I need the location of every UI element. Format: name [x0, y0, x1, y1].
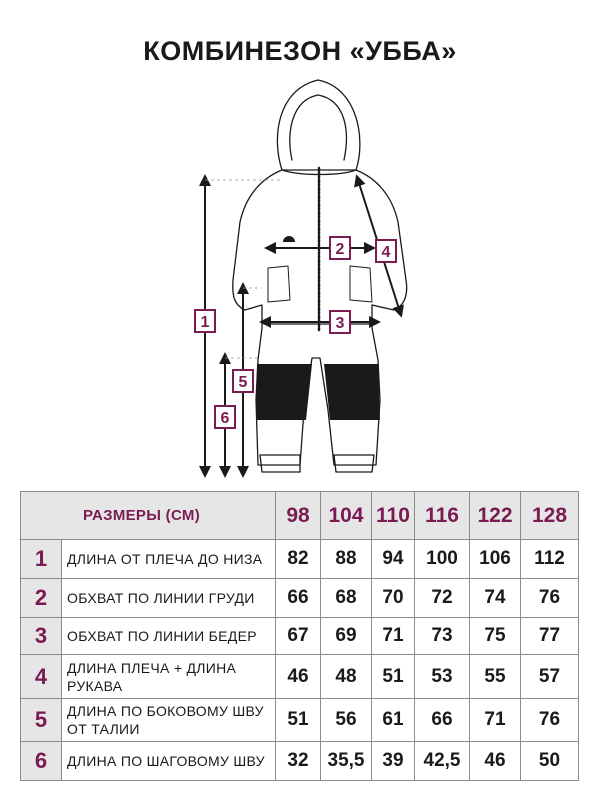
- value-cell: 51: [372, 655, 415, 699]
- value-cell: 106: [470, 540, 521, 579]
- value-cell: 46: [276, 655, 321, 699]
- size-header: 98: [276, 492, 321, 540]
- value-cell: 67: [276, 618, 321, 655]
- value-cell: 57: [521, 655, 579, 699]
- page-title: КОМБИНЕЗОН «УББА»: [143, 36, 457, 66]
- value-cell: 56: [321, 699, 372, 742]
- marker-5-label: 5: [238, 374, 248, 391]
- value-cell: 68: [321, 579, 372, 618]
- value-cell: 66: [415, 699, 470, 742]
- value-cell: 76: [521, 579, 579, 618]
- row-number: 4: [21, 655, 62, 699]
- size-header: 128: [521, 492, 579, 540]
- value-cell: 50: [521, 742, 579, 781]
- row-label: ДЛИНА ПЛЕЧА + ДЛИНА РУКАВА: [62, 655, 276, 699]
- row-number: 5: [21, 699, 62, 742]
- value-cell: 112: [521, 540, 579, 579]
- table-row: [21, 579, 579, 618]
- marker-6-label: 6: [220, 410, 230, 427]
- marker-3-label: 3: [335, 315, 345, 332]
- value-cell: 66: [276, 579, 321, 618]
- size-header: 104: [321, 492, 372, 540]
- value-cell: 82: [276, 540, 321, 579]
- table-row: [21, 540, 579, 579]
- size-table: [20, 491, 579, 781]
- size-header: 110: [372, 492, 415, 540]
- value-cell: 53: [415, 655, 470, 699]
- value-cell: 35,5: [321, 742, 372, 781]
- marker-1-label: 1: [200, 314, 210, 331]
- value-cell: 100: [415, 540, 470, 579]
- table-header-row: [21, 492, 579, 540]
- header-label: РАЗМЕРЫ (СМ): [21, 492, 276, 540]
- value-cell: 75: [470, 618, 521, 655]
- row-number: 1: [21, 540, 62, 579]
- value-cell: 61: [372, 699, 415, 742]
- left-knee-patch: [256, 364, 312, 420]
- value-cell: 73: [415, 618, 470, 655]
- marker-2-label: 2: [335, 241, 345, 258]
- row-label: ДЛИНА ОТ ПЛЕЧА ДО НИЗА: [62, 540, 276, 579]
- value-cell: 69: [321, 618, 372, 655]
- value-cell: 55: [470, 655, 521, 699]
- value-cell: 32: [276, 742, 321, 781]
- table-row: [21, 618, 579, 655]
- row-number: 6: [21, 742, 62, 781]
- value-cell: 77: [521, 618, 579, 655]
- value-cell: 88: [321, 540, 372, 579]
- value-cell: 51: [276, 699, 321, 742]
- row-label: ОБХВАТ ПО ЛИНИИ БЕДЕР: [62, 618, 276, 655]
- row-label: ДЛИНА ПО ШАГОВОМУ ШВУ: [62, 742, 276, 781]
- row-number: 3: [21, 618, 62, 655]
- value-cell: 42,5: [415, 742, 470, 781]
- marker-4-label: 4: [381, 244, 391, 261]
- value-cell: 76: [521, 699, 579, 742]
- right-knee-patch: [324, 364, 380, 420]
- value-cell: 46: [470, 742, 521, 781]
- size-header: 116: [415, 492, 470, 540]
- jumpsuit-illustration: [0, 70, 600, 490]
- value-cell: 70: [372, 579, 415, 618]
- size-header: 122: [470, 492, 521, 540]
- row-label: ДЛИНА ПО БОКОВОМУ ШВУ ОТ ТАЛИИ: [62, 699, 276, 742]
- row-number: 2: [21, 579, 62, 618]
- value-cell: 39: [372, 742, 415, 781]
- value-cell: 72: [415, 579, 470, 618]
- table-row: [21, 742, 579, 781]
- value-cell: 71: [372, 618, 415, 655]
- table-row: [21, 699, 579, 742]
- value-cell: 94: [372, 540, 415, 579]
- value-cell: 71: [470, 699, 521, 742]
- hood-outline: [277, 80, 359, 170]
- value-cell: 74: [470, 579, 521, 618]
- table-row: [21, 655, 579, 699]
- row-label: ОБХВАТ ПО ЛИНИИ ГРУДИ: [62, 579, 276, 618]
- value-cell: 48: [321, 655, 372, 699]
